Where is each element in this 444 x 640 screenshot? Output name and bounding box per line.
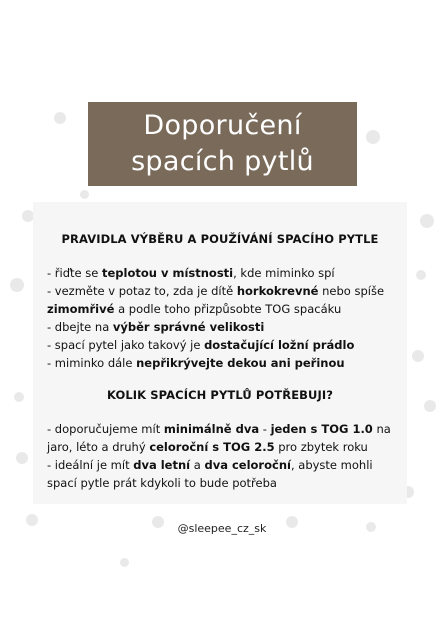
text-segment: a xyxy=(190,458,205,472)
counts-line xyxy=(47,474,403,492)
count-list xyxy=(47,420,403,492)
text-segment: nebo spíše xyxy=(318,284,385,298)
bold-text: minimálně dva xyxy=(163,422,260,436)
background-dot xyxy=(10,278,24,292)
bold-text: nepřikrývejte dekou ani peřinou xyxy=(136,356,345,370)
bold-text: dostačující ložní prádlo xyxy=(204,338,355,352)
rules-line xyxy=(47,282,403,300)
text-segment: , kde miminko spí xyxy=(233,266,335,280)
rules-line xyxy=(47,264,403,282)
rules-line xyxy=(47,300,403,318)
text-segment: spací pytle prát kdykoli to bude potřeba xyxy=(47,476,277,490)
text-segment: - řiďte se xyxy=(47,266,102,280)
background-dot xyxy=(54,112,66,124)
count-heading: KOLIK SPACÍCH PYTLŮ POTŘEBUJI? xyxy=(107,388,333,402)
text-segment: - ideální je mít xyxy=(47,458,134,472)
text-segment: , abyste mohli xyxy=(290,458,373,472)
bold-text: teplotou v místnosti xyxy=(102,266,234,280)
rules-line xyxy=(47,318,403,336)
background-dot xyxy=(14,392,24,402)
text-segment: - xyxy=(259,422,271,436)
bold-text: celoroční s TOG 2.5 xyxy=(149,440,275,454)
bold-text: výběr správné velikosti xyxy=(112,320,265,334)
text-segment: - doporučujeme mít xyxy=(47,422,164,436)
rules-heading: PRAVIDLA VÝBĚRU A POUŽÍVÁNÍ SPACÍHO PYTLE xyxy=(61,232,379,246)
rules-line xyxy=(47,354,403,372)
title-banner xyxy=(88,102,357,186)
rules-line xyxy=(47,336,403,354)
background-dot xyxy=(412,350,424,362)
bold-text: dva celoroční xyxy=(204,458,291,472)
background-dot xyxy=(16,452,28,464)
text-segment: - miminko dále xyxy=(47,356,137,370)
background-dot xyxy=(80,190,89,199)
social-handle: @sleepee_cz_sk xyxy=(177,522,267,535)
info-card xyxy=(33,202,407,504)
counts-line xyxy=(47,438,403,456)
rules-list xyxy=(47,264,403,372)
background-dot xyxy=(366,130,380,144)
text-segment: pro zbytek roku xyxy=(274,440,368,454)
background-dot xyxy=(120,558,129,567)
text-segment: na xyxy=(372,422,391,436)
bold-text: zimomřivé xyxy=(47,302,115,316)
counts-line xyxy=(47,456,403,474)
title-line-1: Doporučení xyxy=(143,110,302,141)
bold-text: horkokrevné xyxy=(236,284,319,298)
text-segment: - spací pytel jako takový je xyxy=(47,338,205,352)
title-line-2: spacích pytlů xyxy=(131,146,314,177)
background-dot xyxy=(424,400,436,412)
text-segment: - dbejte na xyxy=(47,320,113,334)
bold-text: dva letní xyxy=(133,458,191,472)
background-dot xyxy=(420,214,434,228)
counts-line xyxy=(47,420,403,438)
bold-text: jeden s TOG 1.0 xyxy=(270,422,373,436)
background-dot xyxy=(416,270,426,280)
text-segment: jaro, léto a druhý xyxy=(47,440,150,454)
text-segment: a podle toho přizpůsobte TOG spacáku xyxy=(114,302,342,316)
text-segment: - vezměte v potaz to, zda je dítě xyxy=(47,284,237,298)
